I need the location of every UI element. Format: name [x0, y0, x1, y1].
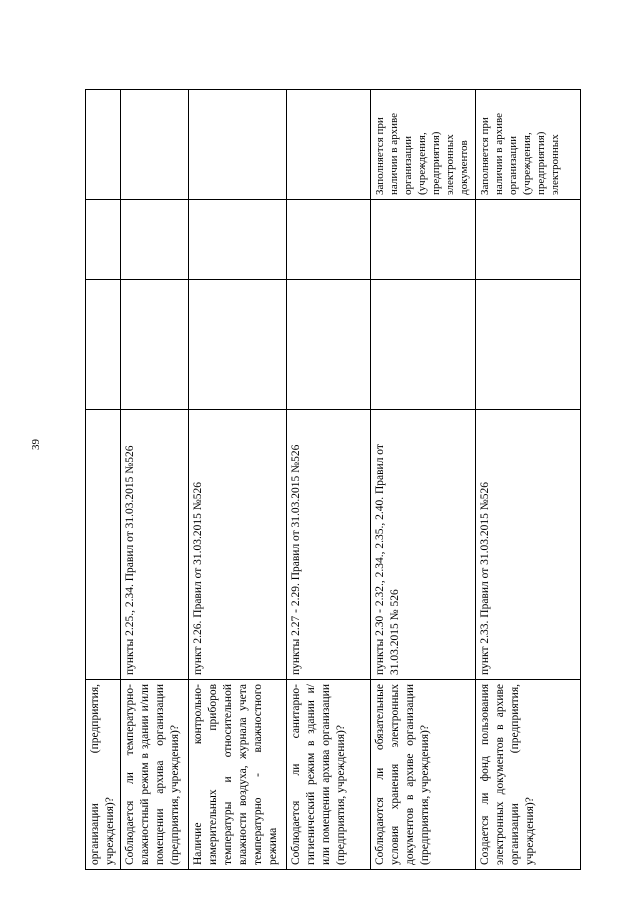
- empty-cell: [86, 280, 121, 410]
- table-row: [86, 90, 121, 870]
- question-cell: Наличие контрольно-измерительных приборов температуры и относительной влажности воздуха, журнала учета температурно - влажностного режима: [189, 680, 287, 870]
- empty-cell: [121, 200, 189, 280]
- reference-cell: пункт 2.33. Правил от 31.03.2015 №526: [476, 410, 581, 680]
- empty-cell: [189, 280, 287, 410]
- note-cell: [86, 90, 121, 200]
- question-cell: организации (предприятия, учреждения)?: [86, 680, 121, 870]
- table-row: [476, 90, 581, 870]
- table-row: [371, 90, 476, 870]
- note-cell: Заполняется при наличии в архиве организации (учреждения, предприятия) электронных: [476, 90, 581, 200]
- inspection-table: [85, 89, 581, 870]
- empty-cell: [476, 200, 581, 280]
- reference-cell: пункты 2.25., 2.34. Правил от 31.03.2015 №526: [121, 410, 189, 680]
- empty-cell: [86, 200, 121, 280]
- empty-cell: [121, 280, 189, 410]
- reference-cell: пункты 2.27 - 2.29. Правил от 31.03.2015 №526: [287, 410, 371, 680]
- empty-cell: [371, 200, 476, 280]
- empty-cell: [189, 200, 287, 280]
- question-cell: Соблюдаются ли обязательные условия хранения электронных документов в архиве организации (предприятия, учреждения)?: [371, 680, 476, 870]
- question-cell: Соблюдается ли санитарно-гигиенический режим в здании и/или помещении архива организации (предприятия, учреждения)?: [287, 680, 371, 870]
- table-row: [287, 90, 371, 870]
- reference-cell: пункты 2.30 - 2.32., 2.34., 2.35., 2.40. Правил от 31.03.2015 № 526: [371, 410, 476, 680]
- table-row: [121, 90, 189, 870]
- note-cell: [287, 90, 371, 200]
- question-cell: Соблюдается ли температурно-влажностный режим в здании и/или помещении архива организации (предприятия, учреждения)?: [121, 680, 189, 870]
- reference-cell: [86, 410, 121, 680]
- note-cell: Заполняется при наличии в архиве организации (учреждения, предприятия) электронных документов: [371, 90, 476, 200]
- reference-cell: пункт 2.26. Правил от 31.03.2015 №526: [189, 410, 287, 680]
- table-row: [189, 90, 287, 870]
- question-cell: Создается ли фонд пользования электронных документов в архиве организации (предприятия, учреждения)?: [476, 680, 581, 870]
- empty-cell: [287, 200, 371, 280]
- note-cell: [121, 90, 189, 200]
- rotated-table-wrapper: [85, 90, 575, 870]
- page-number: 39: [30, 439, 42, 450]
- empty-cell: [476, 280, 581, 410]
- note-cell: [189, 90, 287, 200]
- empty-cell: [287, 280, 371, 410]
- empty-cell: [371, 280, 476, 410]
